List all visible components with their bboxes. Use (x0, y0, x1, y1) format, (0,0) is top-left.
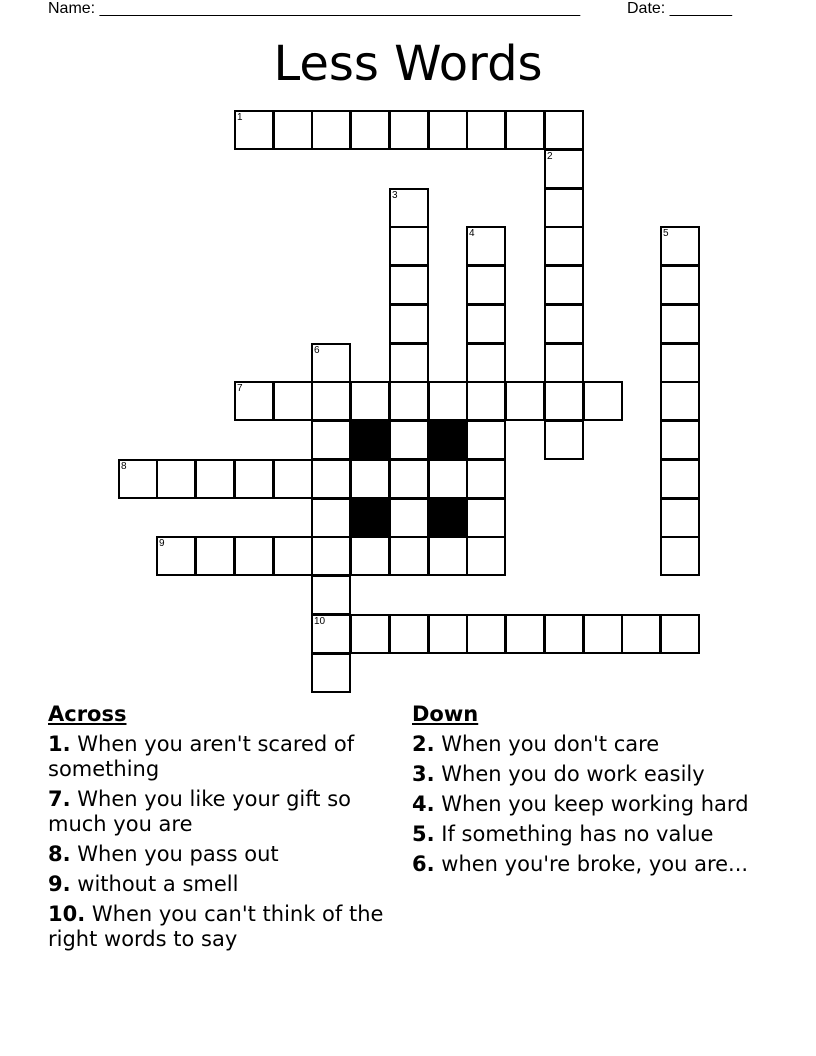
name-field-label: Name: ______________________________________________________ (48, 0, 581, 17)
down-clue (412, 822, 752, 847)
grid-cell[interactable] (660, 498, 700, 538)
grid-cell[interactable] (466, 498, 506, 538)
grid-cell[interactable] (311, 498, 351, 538)
grid-cell[interactable] (544, 265, 584, 305)
grid-cell[interactable] (273, 110, 313, 150)
grid-block (428, 420, 468, 460)
grid-cell[interactable] (544, 304, 584, 344)
clue-text: When you keep working hard (441, 792, 749, 816)
cell-number: 5 (663, 228, 669, 239)
grid-cell[interactable] (660, 536, 700, 576)
grid-cell[interactable] (466, 614, 506, 654)
grid-cell[interactable] (273, 536, 313, 576)
clue-text: without a smell (77, 872, 239, 896)
grid-cell[interactable] (156, 459, 196, 499)
grid-cell[interactable] (505, 614, 545, 654)
grid-cell[interactable] (466, 536, 506, 576)
across-heading: Across (48, 702, 127, 726)
grid-cell[interactable] (660, 226, 700, 266)
grid-cell[interactable] (389, 110, 429, 150)
grid-cell[interactable] (428, 536, 468, 576)
grid-cell[interactable] (466, 304, 506, 344)
down-clue (412, 792, 752, 817)
grid-cell[interactable] (466, 459, 506, 499)
clue-text: When you do work easily (441, 762, 705, 786)
cell-number: 2 (547, 151, 553, 162)
grid-cell[interactable] (544, 381, 584, 421)
grid-cell[interactable] (350, 614, 390, 654)
clue-number: 6. (412, 852, 435, 876)
grid-cell[interactable] (544, 614, 584, 654)
across-clue (48, 787, 388, 837)
grid-cell[interactable] (273, 381, 313, 421)
grid-cell[interactable] (428, 459, 468, 499)
clue-number: 10. (48, 902, 86, 926)
across-clues (48, 702, 388, 957)
clue-text: When you can't think of the right words to say (48, 902, 384, 951)
across-clue (48, 902, 388, 952)
down-clues (412, 702, 752, 882)
grid-cell[interactable] (273, 459, 313, 499)
grid-cell[interactable] (311, 110, 351, 150)
grid-cell[interactable] (311, 614, 351, 654)
grid-cell[interactable] (389, 188, 429, 228)
grid-cell[interactable] (350, 110, 390, 150)
grid-cell[interactable] (466, 343, 506, 383)
grid-cell[interactable] (311, 575, 351, 615)
grid-cell[interactable] (234, 536, 274, 576)
clue-text: when you're broke, you are... (441, 852, 749, 876)
grid-cell[interactable] (311, 536, 351, 576)
grid-cell[interactable] (466, 381, 506, 421)
grid-cell[interactable] (311, 420, 351, 460)
grid-cell[interactable] (389, 536, 429, 576)
across-clue (48, 732, 388, 782)
grid-cell[interactable] (428, 381, 468, 421)
clue-text: When you aren't scared of something (48, 732, 355, 781)
grid-cell[interactable] (621, 614, 661, 654)
grid-cell[interactable] (234, 459, 274, 499)
clue-number: 5. (412, 822, 435, 846)
clue-text: When you pass out (77, 842, 279, 866)
grid-cell[interactable] (660, 420, 700, 460)
grid-cell[interactable] (660, 614, 700, 654)
cell-number: 9 (159, 538, 165, 549)
grid-cell[interactable] (544, 149, 584, 189)
grid-cell[interactable] (389, 614, 429, 654)
grid-cell[interactable] (234, 381, 274, 421)
grid-cell[interactable] (311, 343, 351, 383)
grid-cell[interactable] (389, 420, 429, 460)
clue-number: 1. (48, 732, 71, 756)
clue-number: 9. (48, 872, 71, 896)
grid-cell[interactable] (350, 536, 390, 576)
cell-number: 1 (237, 112, 243, 123)
grid-cell[interactable] (660, 265, 700, 305)
cell-number: 6 (314, 345, 320, 356)
grid-cell[interactable] (234, 110, 274, 150)
grid-cell[interactable] (544, 110, 584, 150)
grid-cell[interactable] (156, 536, 196, 576)
grid-cell[interactable] (389, 498, 429, 538)
clue-number: 3. (412, 762, 435, 786)
across-clue (48, 872, 388, 897)
clue-number: 8. (48, 842, 71, 866)
grid-cell[interactable] (544, 188, 584, 228)
grid-cell[interactable] (389, 381, 429, 421)
grid-cell[interactable] (583, 381, 623, 421)
grid-cell[interactable] (583, 614, 623, 654)
page-title: Less Words (273, 36, 543, 92)
clue-text: When you like your gift so much you are (48, 787, 351, 836)
grid-cell[interactable] (350, 459, 390, 499)
grid-cell[interactable] (350, 381, 390, 421)
grid-cell[interactable] (466, 265, 506, 305)
grid-cell[interactable] (660, 304, 700, 344)
grid-block (350, 420, 390, 460)
cell-number: 8 (121, 461, 127, 472)
clue-text: When you don't care (441, 732, 660, 756)
grid-cell[interactable] (428, 110, 468, 150)
grid-cell[interactable] (660, 343, 700, 383)
grid-cell[interactable] (389, 459, 429, 499)
grid-cell[interactable] (311, 459, 351, 499)
grid-cell[interactable] (389, 304, 429, 344)
grid-cell[interactable] (544, 420, 584, 460)
date-field-label: Date: _______ (627, 0, 732, 17)
grid-cell[interactable] (466, 110, 506, 150)
grid-cell[interactable] (311, 381, 351, 421)
down-clue (412, 732, 752, 757)
cell-number: 7 (237, 383, 243, 394)
clue-number: 4. (412, 792, 435, 816)
clue-number: 7. (48, 787, 71, 811)
cell-number: 10 (314, 616, 326, 627)
grid-cell[interactable] (195, 459, 235, 499)
grid-cell[interactable] (195, 536, 235, 576)
grid-cell[interactable] (466, 226, 506, 266)
grid-cell[interactable] (544, 343, 584, 383)
grid-block (428, 498, 468, 538)
across-clue (48, 842, 388, 867)
grid-cell[interactable] (311, 653, 351, 693)
grid-cell[interactable] (389, 265, 429, 305)
grid-cell[interactable] (544, 226, 584, 266)
grid-cell[interactable] (428, 614, 468, 654)
grid-cell[interactable] (505, 381, 545, 421)
grid-cell[interactable] (389, 226, 429, 266)
grid-cell[interactable] (466, 420, 506, 460)
cell-number: 3 (392, 190, 398, 201)
grid-cell[interactable] (118, 459, 158, 499)
down-heading: Down (412, 702, 479, 726)
grid-block (350, 498, 390, 538)
clue-number: 2. (412, 732, 435, 756)
down-clue (412, 852, 752, 877)
grid-cell[interactable] (389, 343, 429, 383)
grid-cell[interactable] (660, 459, 700, 499)
clue-text: If something has no value (441, 822, 714, 846)
grid-cell[interactable] (505, 110, 545, 150)
grid-cell[interactable] (660, 381, 700, 421)
down-clue (412, 762, 752, 787)
cell-number: 4 (469, 228, 475, 239)
